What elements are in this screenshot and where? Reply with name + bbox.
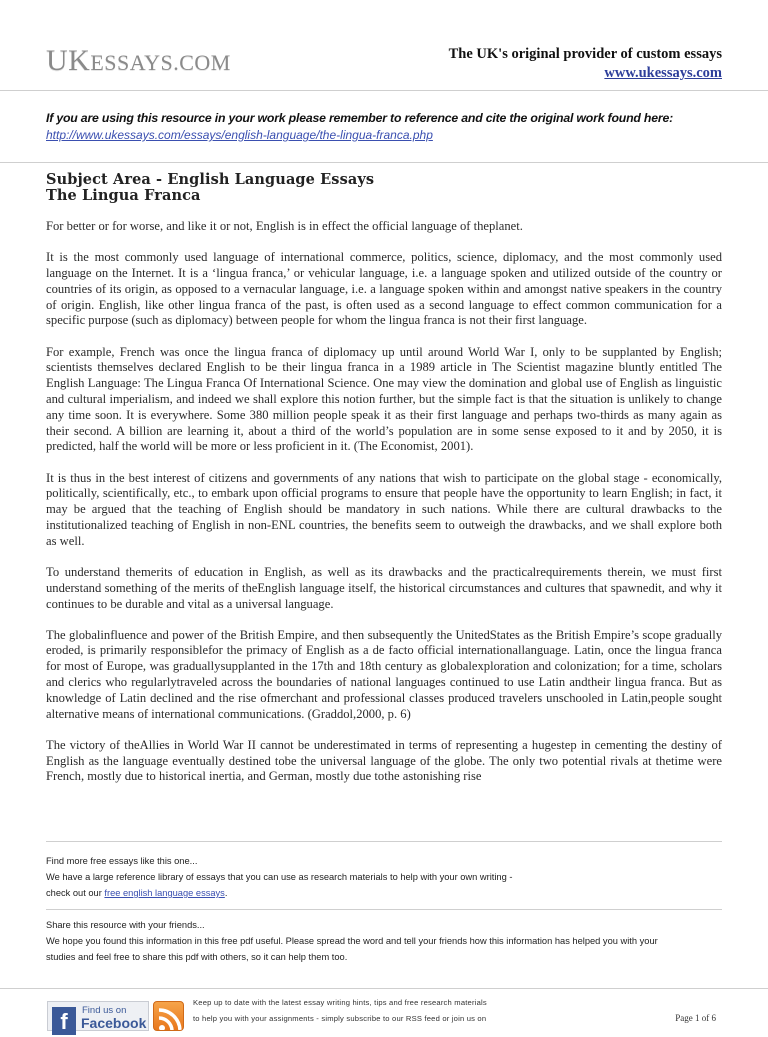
logo-com: COM — [179, 50, 231, 75]
header-tagline-block — [449, 46, 722, 82]
find-more-section — [46, 853, 726, 901]
rss-icon — [158, 1008, 182, 1031]
essay-paragraph: To understand themerits of education in English, as well as its drawbacks and the practicalrequirements therein, we must first understand something of the merits of theEnglish language itself, the historical circumstances and cultures that spawnedit, and why it continues to be durable and vital as a universal language. — [46, 564, 722, 611]
ukessays-logo[interactable] — [46, 44, 231, 78]
logo-dot: . — [173, 50, 180, 75]
facebook-find-label: Find us on — [82, 1005, 127, 1016]
subscribe-line-1: Keep up to date with the latest essay writing hints, tips and free research materials — [193, 998, 487, 1007]
tagline: The UK's original provider of custom essays — [448, 46, 722, 62]
divider — [46, 909, 722, 910]
share-heading: Share this resource with your friends... — [46, 920, 205, 930]
page-number: Page 1 of 6 — [675, 1013, 716, 1023]
citation-url-link[interactable]: http://www.ukessays.com/essays/english-language/the-lingua-franca.php — [46, 128, 433, 142]
logo-essays: ESSAYS — [90, 50, 174, 75]
divider — [46, 841, 722, 842]
share-text: We hope you found this information in this free pdf useful. Please spread the word and tell your friends how this information has helped you with your — [46, 936, 658, 946]
page-header — [0, 0, 768, 91]
essay-paragraph: For example, French was once the lingua franca of diplomacy up until around World War I, only to be supplanted by English; scientists themselves declared English to be their lingua franca in a 1989 article in The Scientist magazine bluntly entitled The English Language: The Lingua Franca Of International Science. One may view the domination and global use of English as linguistic and cultural imperialism, and indeed we shall explore this notion further, but the simple fact is that the situation is unlikely to change any time soon. It is everywhere. Some 380 million people speak it as their first language and perhaps two-thirds as many again as their second. A billion are learning it, about a third of the world’s population are in some sense exposed to it and by 2050, it is predicted, half the world will be more or less proficient in it. (The Economist, 2001). — [46, 344, 722, 454]
essay-title: The Lingua Franca — [46, 187, 201, 204]
divider — [0, 162, 768, 163]
subject-area-heading: Subject Area - English Language Essays — [46, 171, 375, 188]
facebook-icon: f — [52, 1007, 76, 1035]
essay-paragraph: For better or for worse, and like it or not, English is in effect the official language of theplanet. — [46, 219, 523, 233]
facebook-label: Facebook — [81, 1015, 147, 1031]
document-titles — [46, 172, 374, 204]
essay-paragraph: The globalinfluence and power of the British Empire, and then subsequently the UnitedStates as the British Empire’s scope gradually eroded, is primarily responsiblefor the primacy of English as a de facto official internationallanguage. Latin, once the lingua franca for most of Europe, was graduallysupplanted in the 17th and 18th century as globalexploration and colonization; for a time, scholars and clerics who regularlytraveled across the boundaries of national languages continued to use Latin andtheir lingua franca. But as knowledge of Latin declined and the rise ofmerchant and professional classes produced travelers unschooled in Latin,people sought alternative means of international communications. (Graddol,2000, p. 6) — [46, 627, 722, 721]
citation-notice — [46, 111, 736, 144]
essay-paragraph: It is thus in the best interest of citizens and governments of any nations that wish to participate on the global stage - economically, politically, scientifically, etc., to embark upon official programs to ensure that people have the opportunity to learn English; in fact, it may be argued that the teaching of English should be mandatory in such nations. While there are cultural drawbacks to the institutionalized teaching of English in non-ENL countries, the benefits seem to outweigh the drawbacks, and we shall explore both as well. — [46, 470, 722, 548]
subscribe-text — [193, 995, 487, 1027]
essay-paragraph: It is the most commonly used language of international commerce, politics, science, diplomacy, and the most commonly used language on the Internet. It is a ‘lingua franca,’ or vehicular language, i.e. a language spoken and utilized outside of the country or countries of its origin, as opposed to a vernacular language, i.e. a language spoken within and amongst native speakers in the country of origin. English, like other lingua franca of the past, is often used as a second language to effect common communication for a specific purpose (such as diplomacy) between people for whom the lingua franca is not their first language. — [46, 250, 722, 328]
find-more-text: We have a large reference library of essays that you can use as research materials to help with your own writing - — [46, 872, 513, 882]
find-more-suffix: . — [224, 888, 228, 898]
essay-paragraph: The victory of theAllies in World War II cannot be underestimated in terms of representing a hugestep in cementing the destiny of English as the language eventually destined tobe the universal language of the globe. The only two potential rivals at thetime were French, mostly due to historical inertia, and German, mostly due tothe astonishing rise — [46, 737, 722, 784]
free-essays-link[interactable]: free english language essays — [104, 888, 225, 898]
logo-uk: UK — [46, 44, 91, 77]
rss-button[interactable] — [153, 1001, 184, 1031]
subscribe-line-2: to help you with your assignments - simply subscribe to our RSS feed or join us on — [193, 1014, 487, 1023]
essay-body — [46, 219, 722, 801]
find-more-prefix: check out our — [46, 888, 105, 898]
citation-message: If you are using this resource in your work please remember to reference and cite the original work found here: — [46, 111, 673, 125]
find-more-text-2 — [46, 885, 726, 901]
find-more-heading: Find more free essays like this one... — [46, 856, 198, 866]
facebook-button[interactable] — [47, 1001, 149, 1034]
share-section — [46, 917, 726, 965]
share-text-2: studies and feel free to share this pdf with others, so it can help them too. — [46, 952, 348, 962]
divider — [0, 988, 768, 989]
site-link[interactable]: www.ukessays.com — [604, 65, 722, 81]
